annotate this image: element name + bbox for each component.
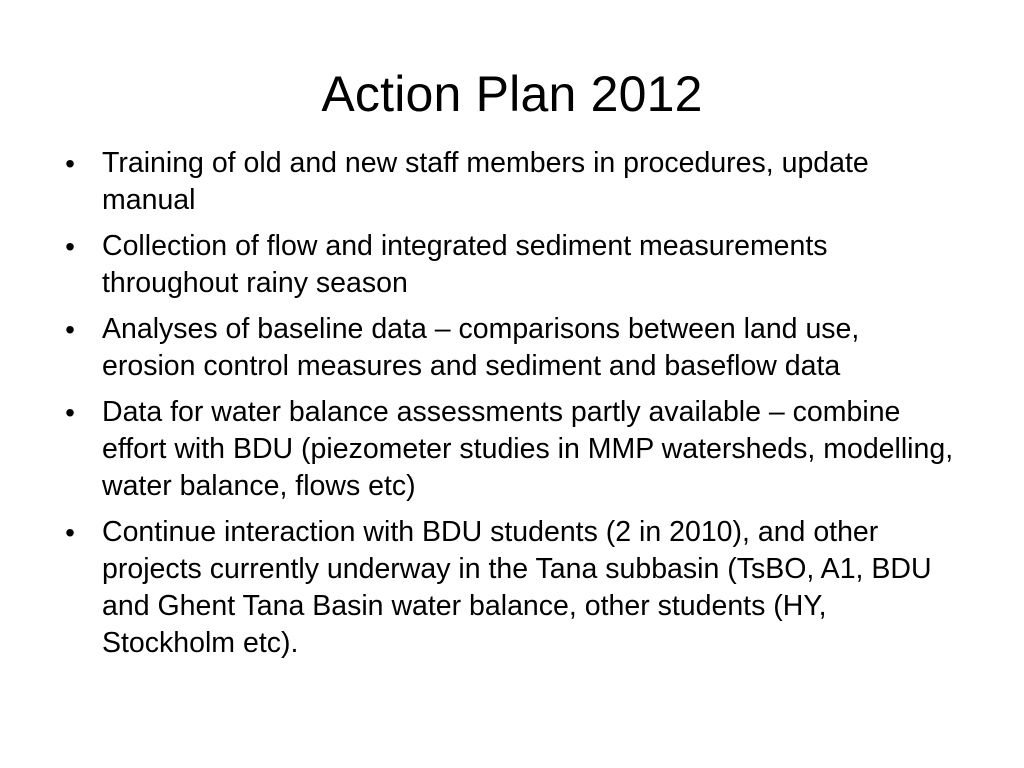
bullet-item	[60, 394, 960, 505]
bullet-text: Training of old and new staff members in procedures, update manual	[102, 147, 869, 216]
bullet-icon: •	[65, 231, 75, 262]
bullet-text: Data for water balance assessments partly available – combine effort with BDU (piezometer studies in MMP watersheds, modelling, water balance, flows etc)	[102, 396, 954, 502]
bullet-item	[60, 311, 960, 385]
bullet-list	[60, 145, 960, 671]
bullet-icon: •	[65, 148, 75, 179]
bullet-icon: •	[65, 314, 75, 345]
bullet-item	[60, 228, 960, 302]
slide-title: Action Plan 2012	[321, 66, 703, 122]
bullet-icon: •	[65, 397, 75, 428]
bullet-item	[60, 145, 960, 219]
bullet-icon: •	[65, 517, 75, 548]
bullet-item	[60, 514, 960, 662]
bullet-text: Continue interaction with BDU students (2 in 2010), and other projects currently underway in the Tana subbasin (TsBO, A1, BDU and Ghent Tana Basin water balance, other students (HY, Stockholm etc).	[102, 516, 932, 659]
bullet-text: Collection of flow and integrated sediment measurements throughout rainy season	[102, 230, 828, 299]
bullet-text: Analyses of baseline data – comparisons between land use, erosion control measures and sediment and baseflow data	[102, 313, 860, 382]
